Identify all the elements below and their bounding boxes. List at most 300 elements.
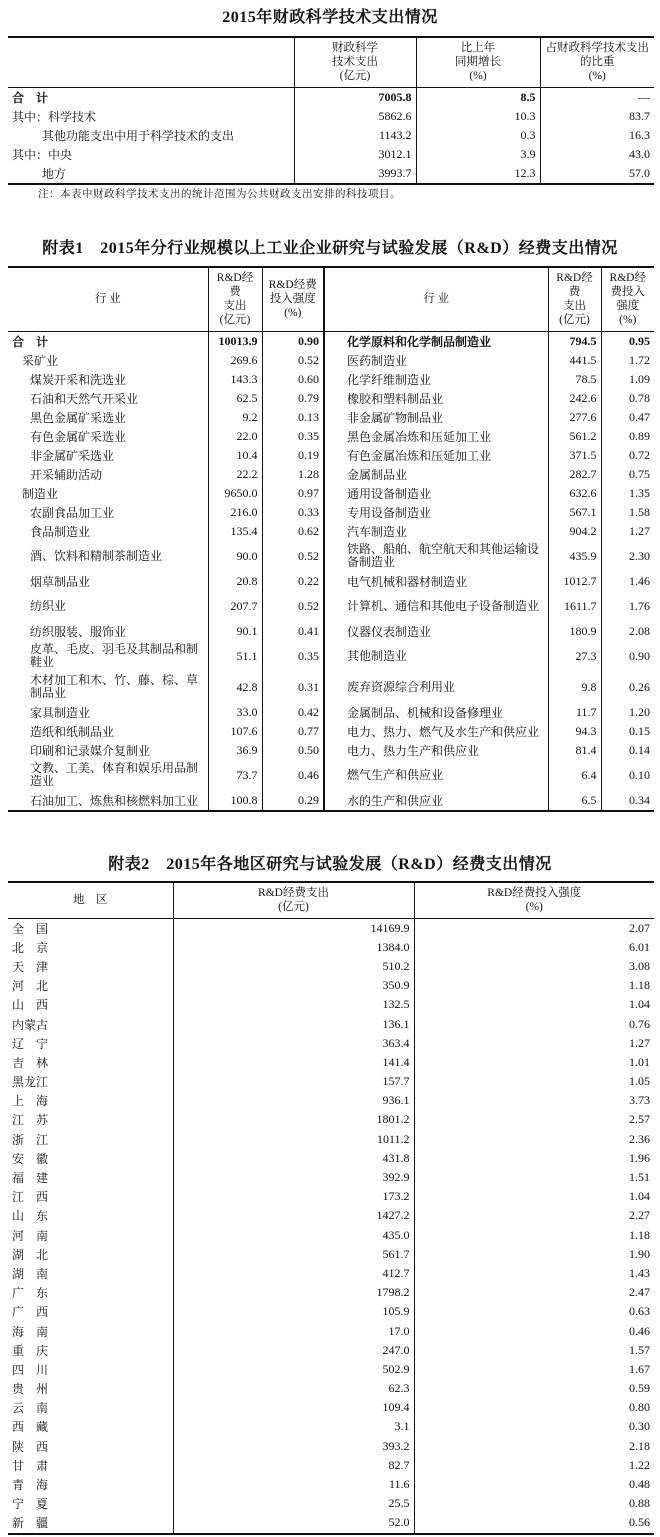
row-label: 其中：中央: [12, 147, 73, 162]
region-rd-intensity: 0.76: [414, 1014, 654, 1033]
region-intensity-header: R&D经费投入强度 (%): [414, 882, 654, 918]
table-row: [8, 1110, 654, 1129]
rd-expenditure-right: 794.5: [548, 331, 601, 351]
table-row: [8, 465, 654, 484]
table-row: [8, 1341, 654, 1360]
table3-title: 附表2 2015年各地区研究与试验发展（R&D）经费支出情况: [108, 856, 552, 873]
rd-expenditure: 216.0: [208, 503, 262, 522]
region-rd-expenditure: 412.7: [173, 1264, 414, 1283]
table-row: [8, 164, 654, 184]
table-row: [8, 446, 654, 465]
rd-expenditure: 22.2: [208, 465, 262, 484]
table-row: [8, 1264, 654, 1283]
industry-name: 纺织服装、服饰业: [30, 624, 127, 639]
table-row: [8, 1437, 654, 1456]
rd-expenditure: 90.0: [208, 541, 262, 572]
rd-expenditure-right: 282.7: [548, 465, 601, 484]
table-row: [8, 791, 654, 811]
region-rd-intensity: 1.18: [414, 1226, 654, 1245]
table-row: [8, 938, 654, 957]
rd-expenditure-right: 6.5: [548, 791, 601, 811]
rd-expenditure: 22.0: [208, 427, 262, 446]
region-rd-expenditure: 82.7: [173, 1456, 414, 1475]
region-name: 四 川: [12, 1362, 49, 1377]
region-rd-table: [8, 881, 654, 1535]
table-row: [8, 1053, 654, 1072]
rd-intensity: 0.52: [262, 591, 324, 622]
rd-intensity-right: 0.95: [601, 331, 654, 351]
table1-title: 2015年财政科学技术支出情况: [222, 9, 438, 26]
region-rd-intensity: 0.88: [414, 1494, 654, 1513]
rd-intensity: 0.77: [262, 722, 324, 741]
fiscal-sci-tech-table: [8, 36, 654, 185]
rd-expenditure: 62.5: [208, 389, 262, 408]
row-value: —: [540, 87, 654, 107]
region-rd-expenditure: 392.9: [173, 1168, 414, 1187]
rd-intensity: 0.90: [262, 331, 324, 351]
industry-name: 石油加工、炼焦和核燃料加工业: [30, 793, 199, 808]
industry-header-right: 行 业: [324, 267, 548, 331]
table-row: [8, 1283, 654, 1302]
table-row: [8, 1513, 654, 1533]
rd-expenditure-right: 81.4: [548, 741, 601, 760]
rd-intensity: 0.62: [262, 522, 324, 541]
row-value: 43.0: [540, 145, 654, 164]
rd-intensity-right: 0.14: [601, 741, 654, 760]
rd-expenditure-right: 904.2: [548, 522, 601, 541]
region-name: 上 海: [12, 1094, 49, 1109]
table-row: [8, 1360, 654, 1379]
table-row: [8, 522, 654, 541]
table-row: [8, 1245, 654, 1264]
growth-header: 比上年 同期增长 (%): [416, 37, 540, 87]
row-value: 8.5: [416, 87, 540, 107]
rd-intensity: 0.41: [262, 622, 324, 641]
industry-name: 石油和天然气开采业: [30, 391, 139, 406]
industry-name-right: 计算机、通信和其他电子设备制造业: [324, 591, 548, 622]
table-row: [8, 1379, 654, 1398]
rd-intensity-right: 0.75: [601, 465, 654, 484]
region-name: 河 南: [12, 1228, 49, 1243]
industry-name: 造纸和纸制品业: [30, 724, 115, 739]
region-rd-intensity: 1.27: [414, 1034, 654, 1053]
table-row: [8, 1456, 654, 1475]
rd-expenditure: 20.8: [208, 572, 262, 591]
rd-intensity-right: 1.58: [601, 503, 654, 522]
row-value: 12.3: [416, 164, 540, 184]
table-row: [8, 1072, 654, 1091]
row-value: 5862.6: [294, 107, 416, 126]
row-label: 其中：科学技术: [12, 109, 97, 124]
row-value: 83.7: [540, 107, 654, 126]
table-row: [8, 331, 654, 351]
rd-expenditure: 33.0: [208, 703, 262, 722]
industry-name-right: 医药制造业: [324, 351, 548, 370]
rd-intensity-right: 0.34: [601, 791, 654, 811]
rd-expenditure: 51.1: [208, 641, 262, 672]
region-name: 新 疆: [12, 1516, 49, 1531]
region-name: 福 建: [12, 1171, 49, 1186]
region-rd-expenditure: 136.1: [173, 1014, 414, 1033]
region-rd-intensity: 0.59: [414, 1379, 654, 1398]
region-header: 地 区: [73, 894, 108, 907]
industry-name-right: 专用设备制造业: [324, 503, 548, 522]
table-row: [8, 622, 654, 641]
row-value: 0.3: [416, 126, 540, 145]
region-rd-intensity: 1.04: [414, 995, 654, 1014]
region-rd-intensity: 1.43: [414, 1264, 654, 1283]
region-rd-intensity: 2.07: [414, 918, 654, 938]
row-value: 16.3: [540, 126, 654, 145]
rd-intensity-right: 0.78: [601, 389, 654, 408]
region-rd-intensity: 0.48: [414, 1475, 654, 1494]
region-name: 陕 西: [12, 1439, 49, 1454]
region-rd-intensity: 1.90: [414, 1245, 654, 1264]
rd-intensity-right: 1.35: [601, 484, 654, 503]
row-label: 合 计: [12, 90, 49, 105]
rd-intensity: 0.31: [262, 672, 324, 703]
region-rd-expenditure: 132.5: [173, 995, 414, 1014]
region-rd-intensity: 1.04: [414, 1187, 654, 1206]
region-rd-intensity: 1.51: [414, 1168, 654, 1187]
row-value: 3.9: [416, 145, 540, 164]
industry-name: 酒、饮料和精制茶制造业: [30, 548, 163, 563]
exp-header-right: R&D经 费 支出 (亿元): [548, 267, 601, 331]
region-rd-intensity: 1.05: [414, 1072, 654, 1091]
industry-name-right: 电力、热力生产和供应业: [324, 741, 548, 760]
table-row: [8, 1302, 654, 1321]
row-value: 57.0: [540, 164, 654, 184]
rd-intensity-right: 2.08: [601, 622, 654, 641]
table-row: [8, 1494, 654, 1513]
rd-intensity: 0.52: [262, 541, 324, 572]
industry-name: 黑色金属矿采选业: [30, 410, 127, 425]
region-rd-intensity: 1.01: [414, 1053, 654, 1072]
rd-expenditure-right: 567.1: [548, 503, 601, 522]
table-row: [8, 760, 654, 791]
industry-name: 烟草制品业: [30, 574, 91, 589]
table-row: [8, 145, 654, 164]
industry-name-right: 汽车制造业: [324, 522, 548, 541]
rd-expenditure-right: 1611.7: [548, 591, 601, 622]
region-name: 江 苏: [12, 1113, 49, 1128]
region-name: 宁 夏: [12, 1497, 49, 1512]
region-rd-intensity: 1.96: [414, 1149, 654, 1168]
region-name: 广 西: [12, 1305, 49, 1320]
industry-name-right: 其他制造业: [324, 641, 548, 672]
industry-name-right: 水的生产和供应业: [324, 791, 548, 811]
region-rd-intensity: 3.73: [414, 1091, 654, 1110]
rd-expenditure-right: 27.3: [548, 641, 601, 672]
rd-expenditure-right: 371.5: [548, 446, 601, 465]
region-rd-intensity: 2.36: [414, 1130, 654, 1149]
region-name: 甘 肃: [12, 1458, 49, 1473]
industry-name: 采矿业: [22, 353, 59, 368]
row-value: 7005.8: [294, 87, 416, 107]
rd-expenditure-right: 9.8: [548, 672, 601, 703]
region-name: 山 西: [12, 998, 49, 1013]
industry-name: 皮革、毛皮、羽毛及其制品和制鞋业: [30, 642, 199, 669]
region-rd-expenditure: 1427.2: [173, 1206, 414, 1225]
table-row: [8, 126, 654, 145]
region-rd-intensity: 1.18: [414, 976, 654, 995]
region-name: 贵 州: [12, 1382, 49, 1397]
industry-name: 开采辅助活动: [30, 467, 103, 482]
industry-name-right: 电力、热力、燃气及水生产和供应业: [324, 722, 548, 741]
row-value: 10.3: [416, 107, 540, 126]
rd-expenditure: 207.7: [208, 591, 262, 622]
region-rd-expenditure: 502.9: [173, 1360, 414, 1379]
region-name: 云 南: [12, 1401, 49, 1416]
table-row: [8, 1149, 654, 1168]
region-rd-expenditure: 510.2: [173, 957, 414, 976]
rd-intensity-right: 0.15: [601, 722, 654, 741]
rd-intensity-right: 1.27: [601, 522, 654, 541]
rd-intensity-right: 0.10: [601, 760, 654, 791]
table-row: [8, 351, 654, 370]
industry-name: 制造业: [22, 486, 59, 501]
rd-intensity-right: 1.76: [601, 591, 654, 622]
rd-expenditure: 100.8: [208, 791, 262, 811]
region-rd-intensity: 0.80: [414, 1398, 654, 1417]
table-row: [8, 1130, 654, 1149]
region-rd-expenditure: 393.2: [173, 1437, 414, 1456]
rd-intensity: 0.52: [262, 351, 324, 370]
region-rd-expenditure: 247.0: [173, 1341, 414, 1360]
table-row: [8, 389, 654, 408]
rd-intensity: 0.60: [262, 370, 324, 389]
region-name: 江 西: [12, 1190, 49, 1205]
rd-intensity-right: 2.30: [601, 541, 654, 572]
share-header: 占财政科学技术支出 的比重 (%): [540, 37, 654, 87]
region-name: 重 庆: [12, 1343, 49, 1358]
region-rd-expenditure: 431.8: [173, 1149, 414, 1168]
rd-expenditure-right: 435.9: [548, 541, 601, 572]
industry-name: 印刷和记录媒介复制业: [30, 743, 151, 758]
region-name: 海 南: [12, 1324, 49, 1339]
table-row: [8, 427, 654, 446]
region-rd-intensity: 2.27: [414, 1206, 654, 1225]
industry-name-right: 金属制品、机械和设备修理业: [324, 703, 548, 722]
table-row: [8, 1475, 654, 1494]
industry-name-right: 橡胶和塑料制品业: [324, 389, 548, 408]
region-name: 西 藏: [12, 1420, 49, 1435]
rd-intensity: 0.13: [262, 408, 324, 427]
industry-name-right: 化学原料和化学制品制造业: [324, 331, 548, 351]
table-row: [8, 591, 654, 622]
rd-intensity-right: 1.20: [601, 703, 654, 722]
industry-name-right: 铁路、船舶、航空航天和其他运输设备制造业: [324, 541, 548, 572]
rd-expenditure-right: 277.6: [548, 408, 601, 427]
region-rd-expenditure: 435.0: [173, 1226, 414, 1245]
region-rd-intensity: 1.57: [414, 1341, 654, 1360]
industry-name: 合 计: [12, 334, 49, 349]
rd-intensity: 0.42: [262, 703, 324, 722]
region-rd-expenditure: 173.2: [173, 1187, 414, 1206]
industry-name: 纺织业: [30, 598, 67, 613]
row-value: 3012.1: [294, 145, 416, 164]
table-row: [8, 1034, 654, 1053]
rd-expenditure: 10.4: [208, 446, 262, 465]
region-rd-expenditure: 1801.2: [173, 1110, 414, 1129]
table-row: [8, 1168, 654, 1187]
region-rd-intensity: 0.63: [414, 1302, 654, 1321]
rd-intensity: 0.33: [262, 503, 324, 522]
rd-intensity-right: 1.09: [601, 370, 654, 389]
table-row: [8, 1014, 654, 1033]
rd-expenditure-right: 632.6: [548, 484, 601, 503]
table-row: [8, 370, 654, 389]
industry-name-right: 化学纤维制造业: [324, 370, 548, 389]
table-row: [8, 1187, 654, 1206]
rd-expenditure: 36.9: [208, 741, 262, 760]
table-row: [8, 107, 654, 126]
region-rd-intensity: 6.01: [414, 938, 654, 957]
rd-intensity: 0.35: [262, 641, 324, 672]
rd-expenditure: 10013.9: [208, 331, 262, 351]
industry-name-right: 仪器仪表制造业: [324, 622, 548, 641]
table-row: [8, 976, 654, 995]
region-name: 北 京: [12, 940, 49, 955]
region-name: 吉 林: [12, 1055, 49, 1070]
region-name: 山 东: [12, 1209, 49, 1224]
industry-name: 有色金属矿采选业: [30, 429, 127, 444]
region-rd-expenditure: 52.0: [173, 1513, 414, 1533]
region-name: 内蒙古: [12, 1017, 49, 1032]
row-label: 其他功能支出中用于科学技术的支出: [42, 128, 235, 143]
rd-intensity: 0.50: [262, 741, 324, 760]
industry-name: 食品制造业: [30, 524, 91, 539]
rd-intensity: 0.19: [262, 446, 324, 465]
rd-expenditure: 42.8: [208, 672, 262, 703]
industry-header: 行 业: [94, 293, 121, 306]
table-row: [8, 408, 654, 427]
table-row: [8, 918, 654, 938]
industry-name: 家具制造业: [30, 705, 91, 720]
region-rd-expenditure: 1384.0: [173, 938, 414, 957]
region-name: 辽 宁: [12, 1036, 49, 1051]
region-rd-intensity: 1.22: [414, 1456, 654, 1475]
table-row: [8, 503, 654, 522]
industry-name-right: 金属制品业: [324, 465, 548, 484]
rd-intensity-right: 0.26: [601, 672, 654, 703]
table-row: [8, 722, 654, 741]
rd-expenditure-right: 1012.7: [548, 572, 601, 591]
region-rd-intensity: 0.56: [414, 1513, 654, 1533]
region-rd-expenditure: 157.7: [173, 1072, 414, 1091]
table1-note: 注：本表中财政科学技术支出的统计范围为公共财政支出安排的科技项目。: [38, 189, 401, 200]
region-name: 河 北: [12, 979, 49, 994]
table-row: [8, 703, 654, 722]
region-name: 青 海: [12, 1478, 49, 1493]
rd-intensity-right: 0.89: [601, 427, 654, 446]
industry-name: 木材加工和木、竹、藤、棕、草制品业: [30, 673, 199, 700]
region-name: 广 东: [12, 1286, 49, 1301]
industry-name-right: 电气机械和器材制造业: [324, 572, 548, 591]
region-rd-intensity: 0.30: [414, 1417, 654, 1436]
rd-intensity: 0.46: [262, 760, 324, 791]
rd-intensity: 0.97: [262, 484, 324, 503]
region-rd-expenditure: 141.4: [173, 1053, 414, 1072]
industry-name: 非金属矿采选业: [30, 448, 115, 463]
region-rd-expenditure: 14169.9: [173, 918, 414, 938]
table-row: [8, 541, 654, 572]
rd-intensity: 0.35: [262, 427, 324, 446]
table2-title: 附表1 2015年分行业规模以上工业企业研究与试验发展（R&D）经费支出情况: [42, 240, 618, 257]
region-rd-expenditure: 17.0: [173, 1321, 414, 1340]
region-rd-expenditure: 561.7: [173, 1245, 414, 1264]
rd-expenditure-right: 78.5: [548, 370, 601, 389]
region-name: 湖 南: [12, 1266, 49, 1281]
table-row: [8, 1226, 654, 1245]
table-row: [8, 995, 654, 1014]
industry-name-right: 废弃资源综合利用业: [324, 672, 548, 703]
table-row: [8, 1321, 654, 1340]
rd-intensity: 0.29: [262, 791, 324, 811]
industry-name-right: 有色金属冶炼和压延加工业: [324, 446, 548, 465]
region-name: 湖 北: [12, 1247, 49, 1262]
region-rd-expenditure: 11.6: [173, 1475, 414, 1494]
table-row: [8, 741, 654, 760]
industry-name: 煤炭开采和洗选业: [30, 372, 127, 387]
label-header: [8, 37, 294, 87]
region-rd-intensity: 2.47: [414, 1283, 654, 1302]
industry-name-right: 通用设备制造业: [324, 484, 548, 503]
intensity-header-right: R&D经 费投入 强度 (%): [601, 267, 654, 331]
row-value: 3993.7: [294, 164, 416, 184]
table-row: [8, 641, 654, 672]
region-rd-intensity: 2.57: [414, 1110, 654, 1129]
region-name: 全 国: [12, 921, 49, 936]
rd-expenditure: 9650.0: [208, 484, 262, 503]
table-row: [8, 672, 654, 703]
industry-name-right: 非金属矿物制品业: [324, 408, 548, 427]
table-row: [8, 87, 654, 107]
row-label: 地方: [42, 166, 67, 181]
rd-intensity-right: 0.72: [601, 446, 654, 465]
rd-expenditure-right: 11.7: [548, 703, 601, 722]
rd-intensity: 1.28: [262, 465, 324, 484]
table-row: [8, 957, 654, 976]
industry-name: 文教、工美、体育和娱乐用品制造业: [30, 761, 199, 788]
region-rd-expenditure: 25.5: [173, 1494, 414, 1513]
rd-intensity: 0.22: [262, 572, 324, 591]
region-rd-expenditure: 363.4: [173, 1034, 414, 1053]
industry-name: 农副食品加工业: [30, 505, 115, 520]
rd-intensity: 0.79: [262, 389, 324, 408]
rd-expenditure: 90.1: [208, 622, 262, 641]
region-rd-expenditure: 105.9: [173, 1302, 414, 1321]
rd-expenditure: 9.2: [208, 408, 262, 427]
table-row: [8, 1398, 654, 1417]
rd-expenditure: 269.6: [208, 351, 262, 370]
region-rd-intensity: 1.67: [414, 1360, 654, 1379]
row-value: 1143.2: [294, 126, 416, 145]
region-rd-intensity: 2.18: [414, 1437, 654, 1456]
region-rd-expenditure: 1798.2: [173, 1283, 414, 1302]
region-rd-intensity: 0.46: [414, 1321, 654, 1340]
region-rd-expenditure: 936.1: [173, 1091, 414, 1110]
region-exp-header: R&D经费支出 (亿元): [173, 882, 414, 918]
industry-name-right: 燃气生产和供应业: [324, 760, 548, 791]
fiscal-exp-header: 财政科学 技术支出 (亿元): [294, 37, 416, 87]
rd-expenditure-right: 94.3: [548, 722, 601, 741]
region-name: 天 津: [12, 959, 49, 974]
table-row: [8, 484, 654, 503]
exp-header: R&D经 费 支出 (亿元): [208, 267, 262, 331]
rd-expenditure: 135.4: [208, 522, 262, 541]
region-rd-expenditure: 62.3: [173, 1379, 414, 1398]
